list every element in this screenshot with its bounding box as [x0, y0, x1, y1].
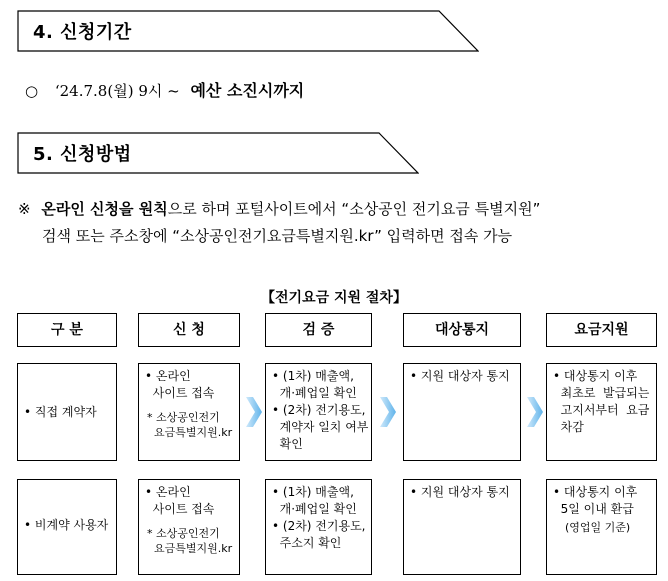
row1-support: [546, 363, 657, 461]
header-apply: 신 청: [138, 313, 240, 347]
row2-verify: [265, 479, 372, 575]
section-4-header: [17, 10, 477, 50]
row1-notify-text: • 지원 대상자 통지: [410, 369, 510, 383]
row1-notify: [403, 363, 521, 461]
procedure-title: 【전기요금 지원 절차】: [261, 290, 407, 306]
row1-verify: [265, 363, 372, 461]
row2-support: [546, 479, 657, 575]
row2-support-text: • 대상통지 이후 5일 이내 환급: [553, 485, 638, 516]
row1-apply: [138, 363, 240, 461]
row1-verify-text: • (1차) 매출액, 개·폐업일 확인 • (2차) 전기용도, 계약자 일치 여부 확인: [272, 369, 369, 451]
period-end: 예산 소진시까지: [190, 81, 305, 100]
row2-verify-text: • (1차) 매출액, 개·폐업일 확인 • (2차) 전기용도, 주소지 확인: [272, 485, 366, 550]
online-principle: 온라인 신청을 원칙: [41, 200, 168, 218]
section-5-title: 5. 신청방법: [33, 144, 132, 165]
section-5-header: [17, 132, 477, 172]
circle-bullet: ○: [25, 82, 39, 100]
header-notify: 대상통지: [403, 313, 521, 347]
row2-label: • 비계약 사용자: [24, 518, 109, 532]
row2-notify: [403, 479, 521, 575]
note-text-1: 으로 하며 포털사이트에서 “소상공인 전기요금 특별지원”: [167, 200, 541, 218]
row2-notify-text: • 지원 대상자 통지: [410, 485, 510, 499]
row1-category: [17, 363, 117, 461]
flow-arrow-icon: [527, 397, 543, 427]
row1-apply-sub: * 소상공인전기 요금특별지원.kr: [147, 411, 233, 439]
section-4-title: 4. 신청기간: [33, 22, 132, 43]
row1-support-text: • 대상통지 이후 최초로 발급되는 고지서부터 요금 차감: [553, 369, 650, 434]
row2-apply-bullet: • 온라인 사이트 접속: [145, 485, 215, 516]
header-verify: 검 증: [265, 313, 372, 347]
row1-apply-bullet: • 온라인 사이트 접속: [145, 369, 215, 400]
row2-category: [17, 479, 117, 575]
flow-arrow-icon: [380, 397, 396, 427]
method-note-line1: [18, 198, 540, 219]
period-start: ‘24.7.8(월) 9시 ~: [54, 82, 180, 100]
method-note-line2: 검색 또는 주소창에 “소상공인전기요금특별지원.kr” 입력하면 접속 가능: [42, 227, 513, 245]
header-support: 요금지원: [546, 313, 657, 347]
flow-arrow-icon: [246, 397, 262, 427]
row2-support-sub: (영업일 기준): [565, 521, 631, 534]
row1-label: • 직접 계약자: [24, 405, 97, 419]
header-category: 구 분: [17, 313, 117, 347]
application-period: [25, 78, 304, 101]
row2-apply-sub: * 소상공인전기 요금특별지원.kr: [147, 527, 233, 555]
row2-apply: [138, 479, 240, 575]
note-mark: ※: [18, 200, 31, 218]
